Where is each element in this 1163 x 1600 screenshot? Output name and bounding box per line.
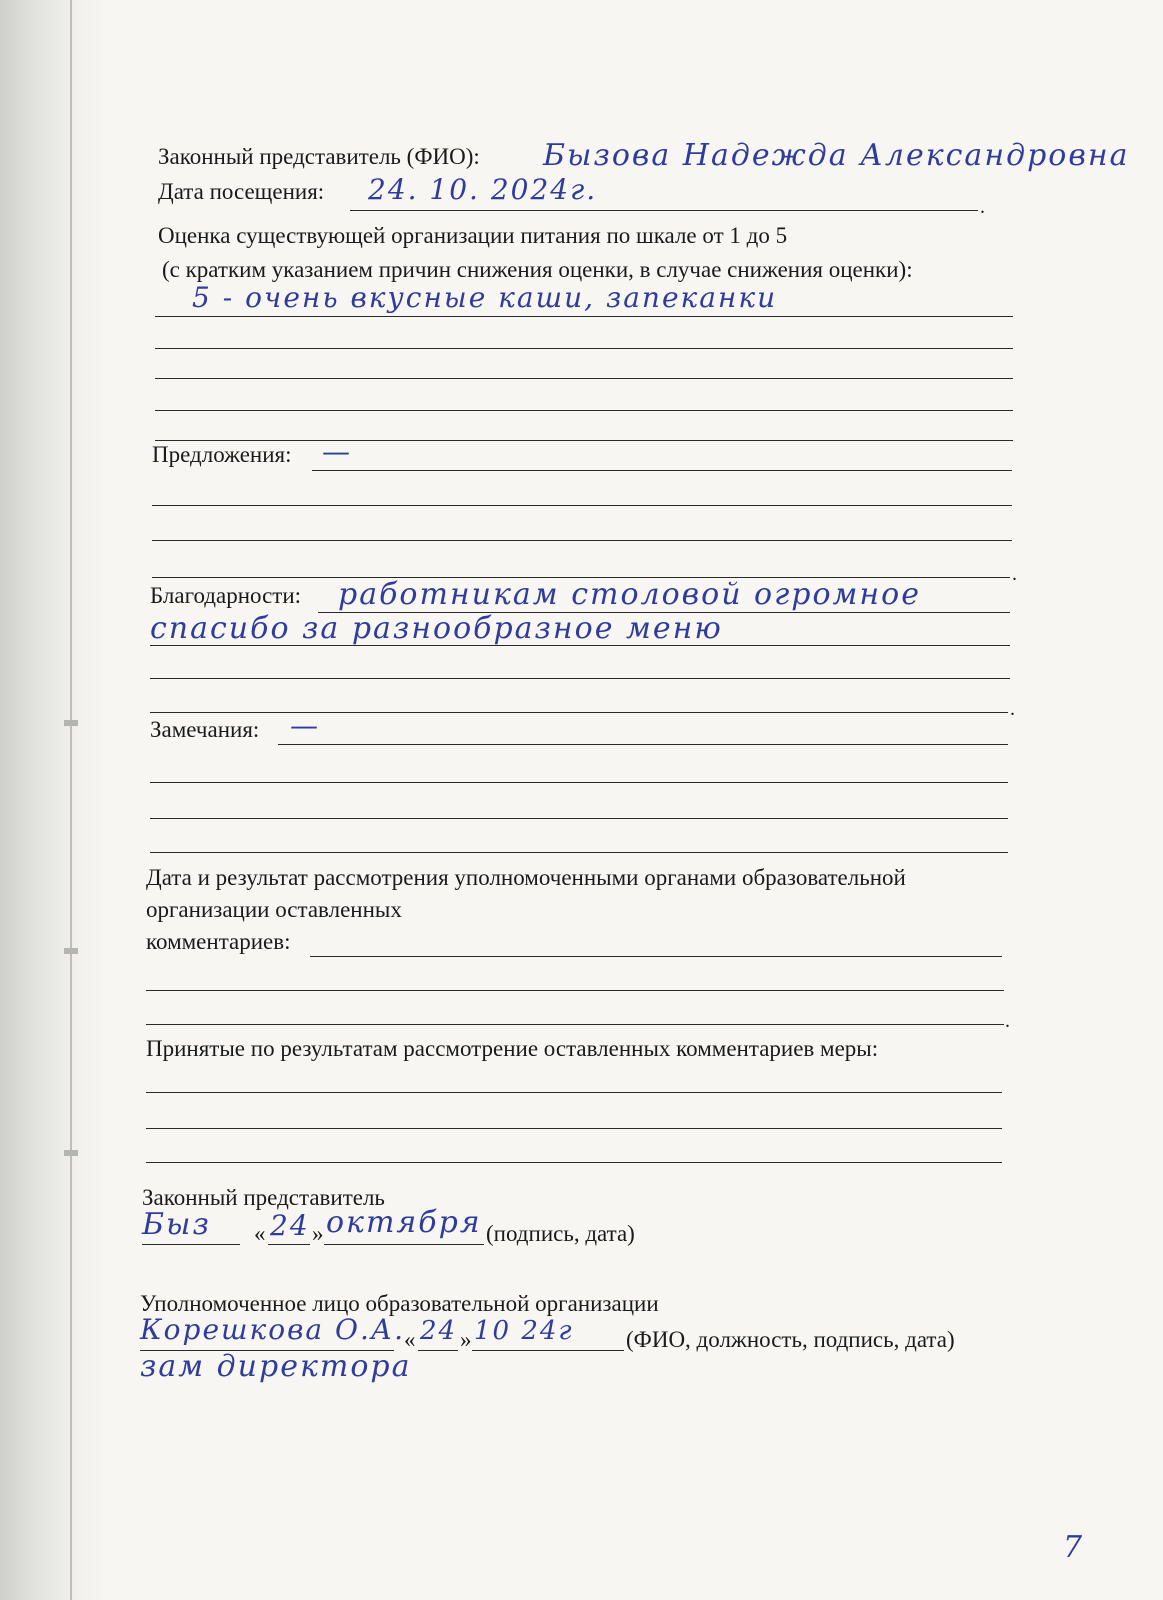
- remarks-label: Замечания:: [150, 717, 260, 742]
- quote-close: »: [312, 1221, 324, 1246]
- thanks-handwritten-line1: работникам столовой огромное: [338, 577, 921, 612]
- page-number: 7: [1063, 1530, 1083, 1565]
- official-caption: (ФИО, должность, подпись, дата): [626, 1327, 955, 1352]
- official-title: Уполномоченное лицо образовательной организации: [140, 1291, 659, 1316]
- rating-handwritten: 5 - очень вкусные каши, запеканки: [192, 281, 778, 314]
- guardian-label: Законный представитель (ФИО):: [158, 144, 480, 169]
- measures-line: [146, 1092, 1002, 1093]
- quote-open: «: [254, 1221, 266, 1246]
- quote-close: »: [460, 1327, 472, 1352]
- suggestions-line: [312, 470, 1012, 471]
- review-line: [146, 990, 1004, 991]
- thanks-label: Благодарности:: [150, 583, 302, 608]
- remarks-line: [150, 852, 1008, 853]
- rating-line: [155, 440, 1013, 441]
- thanks-handwritten-line2: спасибо за разнообразное меню: [150, 611, 723, 646]
- guardian-signature: Быз: [142, 1207, 211, 1242]
- binding-mark: [64, 1150, 78, 1156]
- suggestions-handwritten: —: [322, 435, 352, 468]
- review-line: [310, 956, 1002, 957]
- measures-label: Принятые по результатам рассмотрение оставленных комментариев меры:: [146, 1036, 879, 1061]
- dot: .: [1012, 563, 1017, 585]
- suggestions-line: [152, 505, 1012, 506]
- rating-line: [155, 316, 1013, 317]
- guardian-day-handwritten: 24: [270, 1209, 310, 1242]
- quote-open: «: [404, 1327, 416, 1352]
- rating-label-line2: (с кратким указанием причин снижения оценки, в случае снижения оценки):: [162, 257, 913, 282]
- rating-line: [155, 410, 1013, 411]
- guardian-signature-line: [142, 1244, 240, 1245]
- visit-date-label: Дата посещения:: [158, 179, 325, 204]
- review-label-line3: комментариев:: [146, 929, 291, 954]
- official-position-handwritten: зам директора: [140, 1349, 412, 1384]
- binding-mark: [64, 720, 78, 726]
- rating-line: [155, 348, 1013, 349]
- visit-date-handwritten: 24. 10. 2024г.: [368, 173, 598, 206]
- guardian-month-line: [324, 1244, 484, 1245]
- remarks-handwritten: —: [290, 709, 320, 742]
- binding-mark: [64, 948, 78, 954]
- thanks-line: [150, 678, 1010, 679]
- guardian-sign-title: Законный представитель: [142, 1185, 385, 1210]
- official-date-handwritten: 10 24г: [474, 1316, 574, 1346]
- official-date-line: [472, 1350, 624, 1351]
- guardian-month-handwritten: октября: [326, 1205, 482, 1240]
- remarks-line: [278, 744, 1008, 745]
- guardian-day-line: [268, 1244, 310, 1245]
- page-binding-edge: [0, 0, 108, 1600]
- rating-line: [155, 378, 1013, 379]
- review-label-line2: организации оставленных: [146, 897, 402, 922]
- dot: .: [1010, 698, 1015, 720]
- suggestions-line: [152, 540, 1012, 541]
- official-name-handwritten: Корешкова О.А.: [140, 1313, 405, 1346]
- remarks-line: [150, 782, 1008, 783]
- rating-label-line1: Оценка существующей организации питания по шкале от 1 до 5: [158, 223, 788, 248]
- suggestions-label: Предложения:: [152, 442, 292, 467]
- visit-date-line: [350, 210, 978, 211]
- dot: .: [980, 196, 985, 218]
- measures-line: [146, 1162, 1002, 1163]
- review-line: [146, 1024, 1004, 1025]
- measures-line: [146, 1128, 1002, 1129]
- thanks-line: [150, 712, 1008, 713]
- review-label-line1: Дата и результат рассмотрения уполномоченными органами образовательной: [146, 865, 906, 890]
- dot: .: [1005, 1010, 1010, 1032]
- guardian-sign-caption: (подпись, дата): [486, 1221, 635, 1246]
- guardian-name-handwritten: Бызова Надежда Александровна: [543, 138, 1130, 173]
- official-day-line: [418, 1350, 458, 1351]
- official-day-handwritten: 24: [420, 1316, 458, 1346]
- remarks-line: [150, 818, 1008, 819]
